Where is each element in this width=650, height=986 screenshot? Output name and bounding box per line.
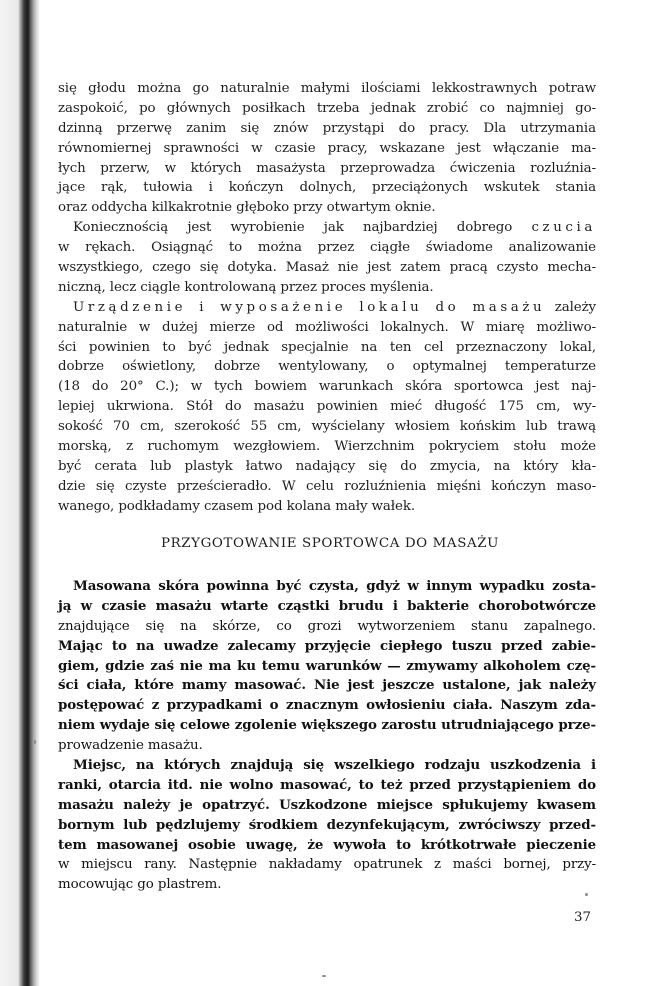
- scan-speck: [585, 893, 588, 896]
- text-line: ści ciała, które mamy masować. Nie jest jeszcze ustalone, jak należy: [58, 677, 596, 694]
- text-line: Miejsc, na których znajdują się wszelkiego rodzaju uszkodzenia i: [73, 757, 596, 774]
- text-line: jące rąk, tułowia i kończyn dolnych, przeciążonych wskutek stania: [58, 180, 596, 196]
- text-line: ją w czasie masażu wtarte cząstki brudu i bakterie chorobotwórcze: [58, 597, 596, 614]
- text-line: tem masowanej osobie uwagę, że wywoła to krótkotrwałe pieczenie: [58, 836, 596, 853]
- text-line: wszystkiego, czego się dotyka. Masaż nie jest zatem pracą czysto mecha-: [58, 260, 596, 276]
- text-line: Mając to na uwadze zalecamy przyjęcie ciepłego tuszu przed zabie-: [58, 637, 596, 654]
- scan-speck: [322, 975, 326, 977]
- text-line: giem, gdzie zaś nie ma ku temu warunków — zmywamy alkoholem czę-: [58, 657, 596, 674]
- text-line: mocowując go plastrem.: [58, 877, 222, 893]
- paragraph-4: [58, 577, 596, 756]
- text-line: niczną, lecz ciągle kontrolowaną przez proces myślenia.: [58, 279, 434, 295]
- paragraph-5: [58, 756, 596, 895]
- text-line: bornym lub pędzlujemy środkiem dezynfekującym, zwróciwszy przed-: [58, 816, 596, 833]
- text-line: niem wydaje się celowe zgolenie większego zarostu utrudniającego prze-: [58, 717, 596, 734]
- section-heading: PRZYGOTOWANIE SPORTOWCA DO MASAŻU: [160, 536, 500, 551]
- text-line: lepiej ukrwiona. Stół do masażu powinien mieć długość 175 cm, wy-: [58, 399, 596, 415]
- text-line: w miejscu rany. Następnie nakładamy opatrunek z maści bornej, przy-: [58, 857, 596, 873]
- paragraph-3: [58, 298, 596, 517]
- body-text-top: [58, 79, 596, 517]
- text-line: łych przerw, w których masażysta przeprowadza ćwiczenia rozluźnia-: [58, 160, 596, 176]
- text-line: się głodu można go naturalnie małymi ilościami lekkostrawnych potraw: [58, 81, 596, 96]
- text-line: (18 do 20° C.); w tych bowiem warunkach skóra sportowca jest naj-: [58, 379, 596, 395]
- text-line: postępować z przypadkami o znacznym owłosieniu ciała. Naszym zda-: [58, 697, 596, 714]
- text-line: być cerata lub plastyk łatwo nadający się do zmycia, na który kła-: [58, 458, 596, 474]
- text-line: w rękach. Osiągnąć to można przez ciągłe świadome analizowanie: [58, 240, 596, 256]
- paragraph-1: [58, 79, 596, 218]
- text-line: [58, 218, 596, 238]
- text-line: zaspokoić, po głównych posiłkach trzeba jednak zrobić co najmniej go-: [58, 100, 596, 116]
- text-line: znajdujące się na skórze, co grozi wytworzeniem stanu zapalnego.: [58, 618, 596, 634]
- scan-speck: [34, 740, 36, 744]
- text-line: [58, 298, 596, 318]
- text-line: naturalnie w dużej mierze od możliwości lokalnych. W miarę możliwo-: [58, 319, 596, 335]
- text-line: wanego, podkładamy czasem pod kolana mały wałek.: [58, 498, 416, 514]
- body-text-bottom: [58, 577, 596, 895]
- paragraph-2: [58, 218, 596, 298]
- text-segment: Koniecznością jest wyrobienie jak najbardziej dobrego: [73, 220, 513, 236]
- text-line: oraz oddycha kilkakrotnie głęboko przy otwartym oknie.: [58, 200, 436, 216]
- page-number: 37: [574, 910, 592, 925]
- emphasis-spaced: Urządzenie i wyposażenie lokalu do masażu: [73, 299, 546, 315]
- text-line: sokość 70 cm, szerokość 55 cm, wyścielany włosiem końskim lub trawą: [58, 419, 596, 435]
- text-segment: zależy: [554, 299, 596, 315]
- text-line: dobrze oświetlony, dobrze wentylowany, o optymalnej temperaturze: [58, 359, 596, 375]
- text-line: równomiernej sprawności w czasie pracy, wskazane jest włączanie ma-: [58, 140, 596, 156]
- text-line: ranki, otarcia itd. nie wolno masować, to też przed przystąpieniem do: [58, 776, 596, 793]
- text-line: morską, z ruchomym wezgłowiem. Wierzchnim pokryciem stołu może: [58, 439, 596, 455]
- text-line: dzinną przerwę zanim się znów przystąpi do pracy. Dla utrzymania: [58, 120, 596, 136]
- text-line: masażu należy je opatrzyć. Uszkodzone miejsce spłukujemy kwasem: [58, 796, 596, 813]
- binding-shadow: [0, 0, 40, 986]
- text-line: Masowana skóra powinna być czysta, gdyż w innym wypadku zosta-: [73, 578, 596, 594]
- text-line: ści powinien to być jednak specjalnie na ten cel przeznaczony lokal,: [58, 339, 596, 355]
- text-line: prowadzenie masażu.: [58, 738, 203, 754]
- emphasis-spaced: czucia: [531, 220, 596, 236]
- text-line: dzie się czyste prześcieradło. W celu rozluźnienia mięśni kończyn maso-: [58, 478, 596, 494]
